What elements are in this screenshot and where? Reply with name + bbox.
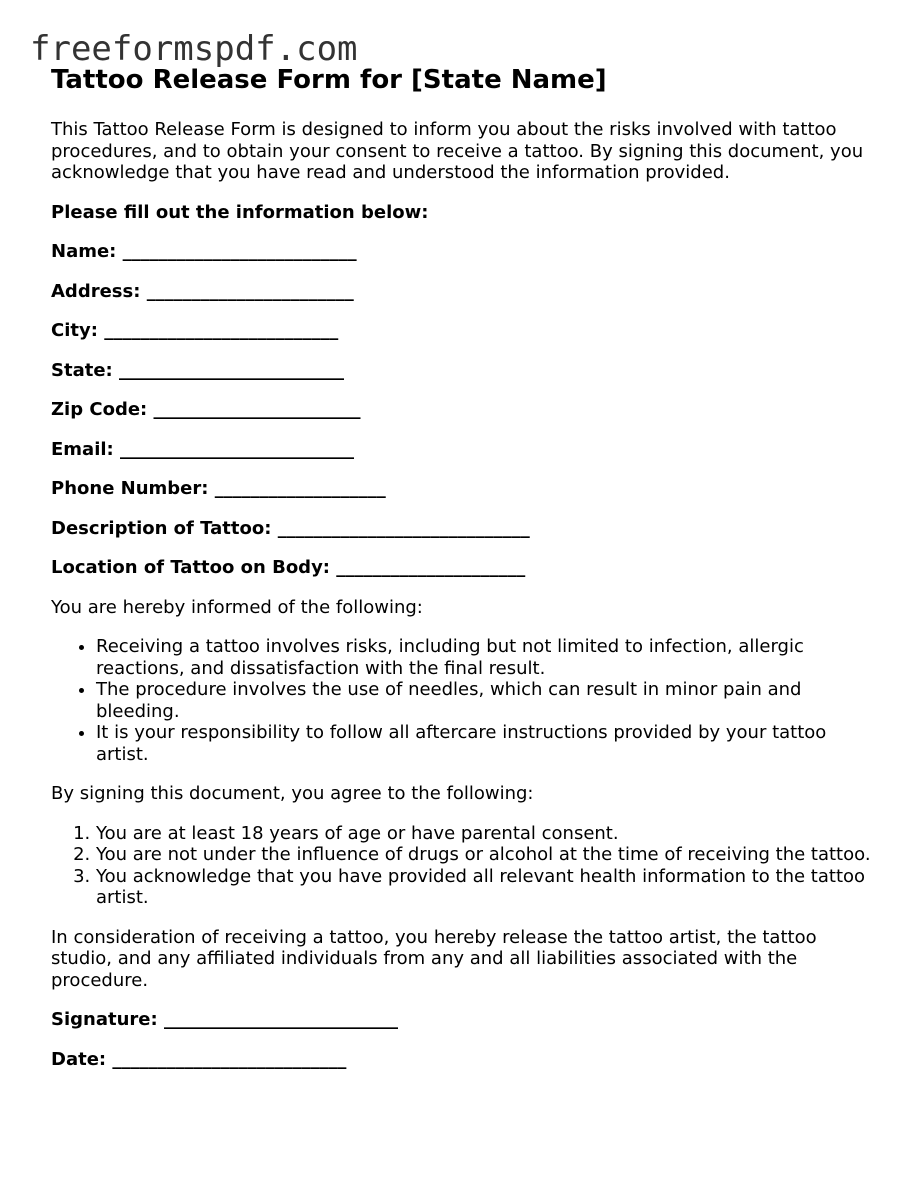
field-label: State: (51, 359, 113, 381)
tattoo-description-field[interactable] (51, 518, 881, 540)
zip-code-field[interactable] (51, 399, 881, 421)
address-field[interactable] (51, 281, 881, 303)
risk-item: • Receiving a tattoo involves risks, including but not limited to infection, allergic reactions, and dissatisfaction with the final result. (96, 636, 881, 679)
field-label: Signature: (51, 1009, 158, 1030)
state-blank[interactable]: _________________________ (119, 359, 345, 381)
tattoo-location-blank[interactable]: _____________________ (336, 557, 526, 578)
address-blank[interactable]: _______________________ (146, 280, 354, 302)
agreement-item: 3. You acknowledge that you have provided all relevant health information to the tattoo artist. (96, 866, 881, 909)
field-label: Address: (51, 280, 141, 302)
field-label: Location of Tattoo on Body: (51, 557, 330, 578)
signature-blank[interactable]: __________________________ (163, 1009, 398, 1030)
field-label: City: (51, 320, 98, 341)
tattoo-description-blank[interactable]: ____________________________ (277, 517, 530, 539)
risks-list (51, 636, 881, 765)
field-label: Email: (51, 438, 114, 460)
release-paragraph: In consideration of receiving a tattoo, you hereby release the tattoo artist, the tattoo studio, and any affiliated individuals from any and all liabilities associated with the procedure. (51, 926, 817, 991)
page-title: Tattoo Release Form for [State Name] (51, 65, 607, 95)
date-field[interactable] (51, 1049, 881, 1071)
agreements-list (51, 823, 881, 909)
name-field[interactable] (51, 241, 881, 263)
phone-number-blank[interactable]: ___________________ (214, 478, 386, 499)
email-field[interactable] (51, 439, 881, 461)
phone-number-field[interactable] (51, 478, 881, 500)
watermark: freeformspdf.com (30, 29, 358, 69)
state-field[interactable] (51, 360, 881, 382)
field-label: Phone Number: (51, 478, 209, 499)
name-blank[interactable]: __________________________ (122, 241, 357, 262)
date-blank[interactable]: __________________________ (112, 1048, 347, 1070)
tattoo-location-field[interactable] (51, 557, 881, 579)
intro-paragraph: This Tattoo Release Form is designed to inform you about the risks involved with tattoo procedures, and to obtain your consent to receive a tattoo. By signing this document, you acknowledge that you have read and understood the information provided. (51, 119, 864, 183)
risk-item: • It is your responsibility to follow all aftercare instructions provided by your tattoo artist. (96, 722, 881, 765)
field-label: Description of Tattoo: (51, 517, 272, 539)
city-field[interactable] (51, 320, 881, 342)
informed-heading: You are hereby informed of the following: (51, 596, 423, 618)
field-label: Date: (51, 1048, 107, 1070)
agreement-item: 1. You are at least 18 years of age or have parental consent. (96, 823, 881, 845)
agreement-item: 2. You are not under the influence of drugs or alcohol at the time of receiving the tattoo. (96, 844, 881, 866)
email-blank[interactable]: __________________________ (120, 438, 355, 460)
signature-field[interactable] (51, 1009, 881, 1031)
fill-heading: Please fill out the information below: (51, 201, 429, 223)
field-label: Name: (51, 241, 117, 262)
risk-item: • The procedure involves the use of needles, which can result in minor pain and bleeding. (96, 679, 881, 722)
city-blank[interactable]: __________________________ (104, 320, 339, 341)
agree-heading: By signing this document, you agree to the following: (51, 783, 534, 804)
document-body (51, 62, 881, 1070)
zip-code-blank[interactable]: _______________________ (153, 399, 361, 420)
field-label: Zip Code: (51, 399, 148, 420)
